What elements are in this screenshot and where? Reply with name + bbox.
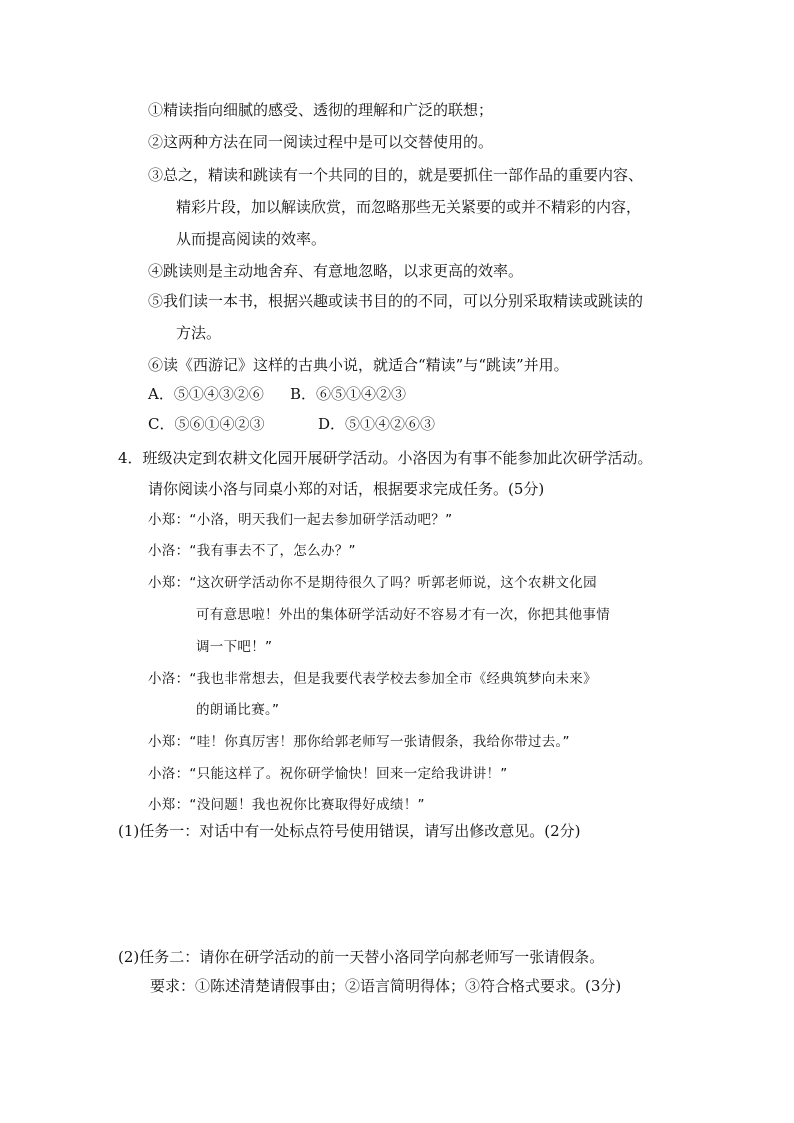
q3-item-3-cont-2: 从而提高阅读的效率。 bbox=[176, 230, 327, 248]
q3-option-a: A．⑤①④③②⑥ bbox=[148, 385, 264, 403]
task-2: (2)任务二：请你在研学活动的前一天替小洛同学向郝老师写一张请假条。 bbox=[118, 948, 605, 966]
q4-stem-line2: 请你阅读小洛与同桌小郑的对话，根据要求完成任务。(5分) bbox=[148, 480, 545, 498]
q3-option-c: C．⑤⑥①④②③ bbox=[148, 415, 265, 433]
q3-item-3-cont-1: 精彩片段，加以解读欣赏，而忽略那些无关紧要的或并不精彩的内容， bbox=[176, 198, 642, 216]
task-2-requirements: 要求：①陈述清楚请假事由；②语言简明得体；③符合格式要求。(3分) bbox=[150, 977, 622, 995]
dialogue-line-7: 小郑：“没问题！我也祝你比赛取得好成绩！” bbox=[148, 797, 425, 813]
dialogue-line-3-cont-1: 可有意思啦！外出的集体研学活动好不容易才有一次，你把其他事情 bbox=[196, 607, 610, 623]
q4-stem-line1: 4．班级决定到农耕文化园开展研学活动。小洛因为有事不能参加此次研学活动。 bbox=[118, 449, 653, 467]
dialogue-line-4-cont: 的朗诵比赛。” bbox=[196, 702, 280, 718]
q3-item-1: ①精读指向细腻的感受、透彻的理解和广泛的联想； bbox=[148, 101, 494, 119]
task-1: (1)任务一：对话中有一处标点符号使用错误，请写出修改意见。(2分) bbox=[118, 822, 581, 840]
q3-item-4: ④跳读则是主动地舍弃、有意地忽略，以求更高的效率。 bbox=[148, 262, 524, 280]
dialogue-line-3-cont-2: 调一下吧！” bbox=[196, 639, 273, 655]
q3-option-b: B．⑥⑤①④②③ bbox=[290, 385, 407, 403]
dialogue-line-2: 小洛：“我有事去不了，怎么办？” bbox=[148, 543, 356, 559]
dialogue-line-1: 小郑：“小洛，明天我们一起去参加研学活动吧？” bbox=[148, 512, 453, 528]
dialogue-line-3: 小郑：“这次研学活动你不是期待很久了吗？听郭老师说，这个农耕文化园 bbox=[148, 575, 597, 591]
q3-item-5: ⑤我们读一本书，根据兴趣或读书目的的不同，可以分别采取精读或跳读的 bbox=[148, 292, 644, 310]
q3-item-6: ⑥读《西游记》这样的古典小说，就适合“精读”与“跳读”并用。 bbox=[148, 356, 569, 374]
q3-option-d: D．⑤①④②⑥③ bbox=[318, 415, 436, 433]
q3-item-2: ②这两种方法在同一阅读过程中是可以交替使用的。 bbox=[148, 133, 494, 151]
q3-item-3: ③总之，精读和跳读有一个共同的目的，就是要抓住一部作品的重要内容、 bbox=[148, 166, 644, 184]
q3-item-5-cont: 方法。 bbox=[176, 324, 222, 342]
dialogue-line-4: 小洛：“我也非常想去，但是我要代表学校去参加全市《经典筑梦向未来》 bbox=[148, 671, 597, 687]
dialogue-line-5: 小郑：“哇！你真厉害！那你给郭老师写一张请假条，我给你带过去。” bbox=[148, 734, 570, 750]
dialogue-line-6: 小洛：“只能这样了。祝你研学愉快！回来一定给我讲讲！” bbox=[148, 766, 508, 782]
